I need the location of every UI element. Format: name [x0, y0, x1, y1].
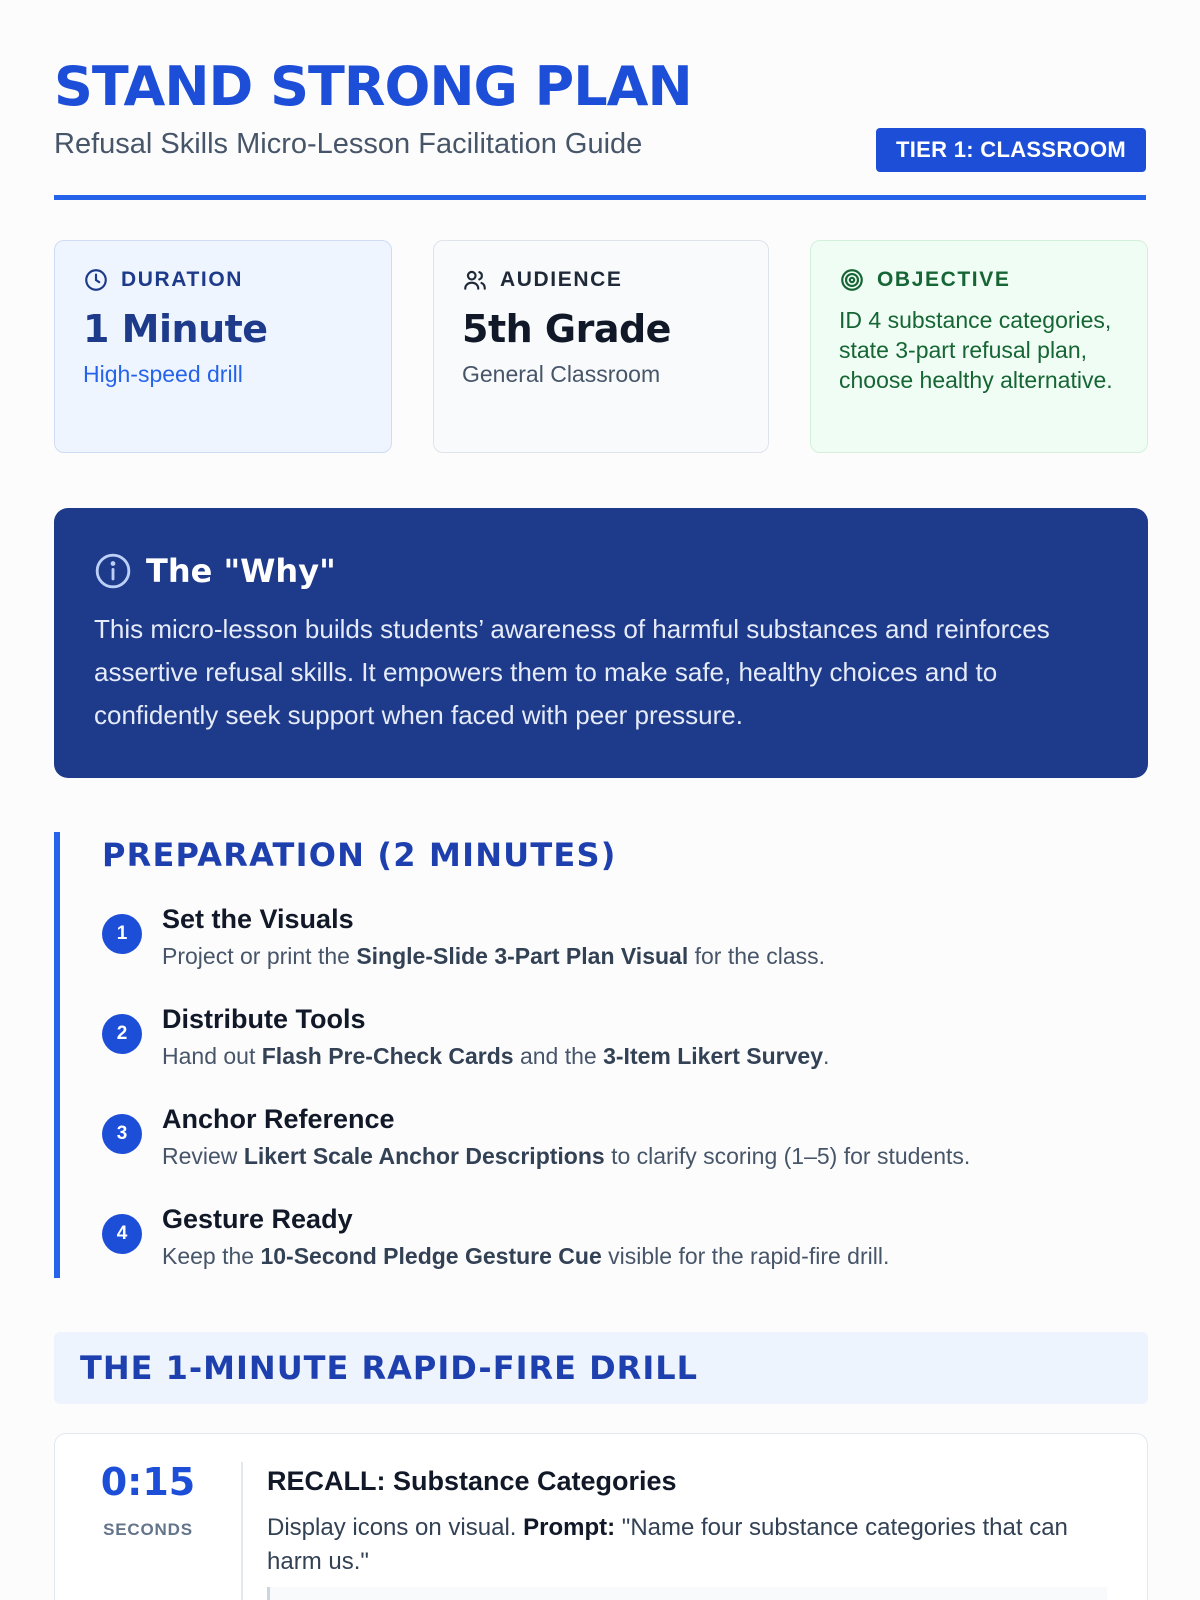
target-icon: [839, 267, 865, 293]
why-header: [94, 552, 1108, 590]
step-description: Hand out Flash Pre-Check Cards and the 3-Item Likert Survey.: [162, 1043, 830, 1069]
step-number: 3: [102, 1114, 142, 1154]
why-panel: [54, 508, 1148, 778]
step-number: 4: [102, 1214, 142, 1254]
header: [54, 54, 1146, 200]
preparation-steps: [102, 904, 1148, 1304]
audience-card: [433, 240, 769, 453]
duration-card: [54, 240, 392, 453]
duration-label: DURATION: [121, 268, 244, 291]
clock-icon: [83, 267, 109, 293]
preparation-section: [54, 832, 1148, 1278]
drill-item: [54, 1433, 1148, 1600]
drill-divider: [241, 1462, 243, 1600]
step-description: Keep the 10-Second Pledge Gesture Cue visible for the rapid-fire drill.: [162, 1243, 890, 1269]
step-description: Review Likert Scale Anchor Descriptions to clarify scoring (1–5) for students.: [162, 1143, 971, 1169]
duration-card-header: [83, 267, 363, 293]
step-number: 1: [102, 914, 142, 954]
duration-value: 1 Minute: [83, 307, 268, 351]
why-text: This micro-lesson builds students’ awareness of harmful substances and reinforces assertive refusal skills. It empowers them to make safe, healthy choices and to confidently seek support when faced with peer pressure.: [94, 614, 1050, 730]
objective-text: ID 4 substance categories, state 3-part refusal plan, choose healthy alternative.: [839, 307, 1113, 393]
users-icon: [462, 267, 488, 293]
prep-step: [102, 1204, 1148, 1304]
page-subtitle: Refusal Skills Micro-Lesson Facilitation Guide: [54, 128, 643, 160]
time-value: 0:15: [100, 1460, 196, 1504]
step-number: 2: [102, 1014, 142, 1054]
step-description: Project or print the Single-Slide 3-Part Plan Visual for the class.: [162, 943, 825, 969]
audience-label: AUDIENCE: [500, 268, 623, 291]
drill-title: THE 1-MINUTE RAPID-FIRE DRILL: [80, 1349, 698, 1387]
objective-card: [810, 240, 1148, 453]
prep-step: [102, 1104, 1148, 1204]
step-title: Gesture Ready: [162, 1204, 353, 1234]
audience-card-header: [462, 267, 740, 293]
preparation-title: PREPARATION (2 MINUTES): [102, 836, 617, 874]
drill-body: [267, 1466, 1107, 1600]
why-title: The "Why": [146, 552, 336, 590]
prep-step: [102, 1004, 1148, 1104]
audience-value: 5th Grade: [462, 307, 671, 351]
objective-card-header: [839, 267, 1119, 293]
info-icon: [94, 552, 132, 590]
step-title: Set the Visuals: [162, 904, 354, 934]
prep-step: [102, 904, 1148, 1004]
page-title: STAND STRONG PLAN: [54, 55, 692, 118]
step-title: Anchor Reference: [162, 1104, 395, 1134]
tier-badge: TIER 1: CLASSROOM: [876, 128, 1146, 172]
audience-sub: General Classroom: [462, 361, 661, 387]
drill-item-title: RECALL: Substance Categories: [267, 1466, 677, 1496]
drill-item-text: Display icons on visual. Prompt: "Name four substance categories that can harm us.": [267, 1514, 1068, 1575]
duration-sub: High-speed drill: [83, 361, 243, 387]
step-title: Distribute Tools: [162, 1004, 366, 1034]
drill-quote-box: [267, 1587, 1107, 1600]
drill-section-header: [54, 1332, 1148, 1404]
drill-time: [55, 1460, 241, 1540]
objective-label: OBJECTIVE: [877, 268, 1011, 291]
time-unit: SECONDS: [103, 1520, 193, 1539]
